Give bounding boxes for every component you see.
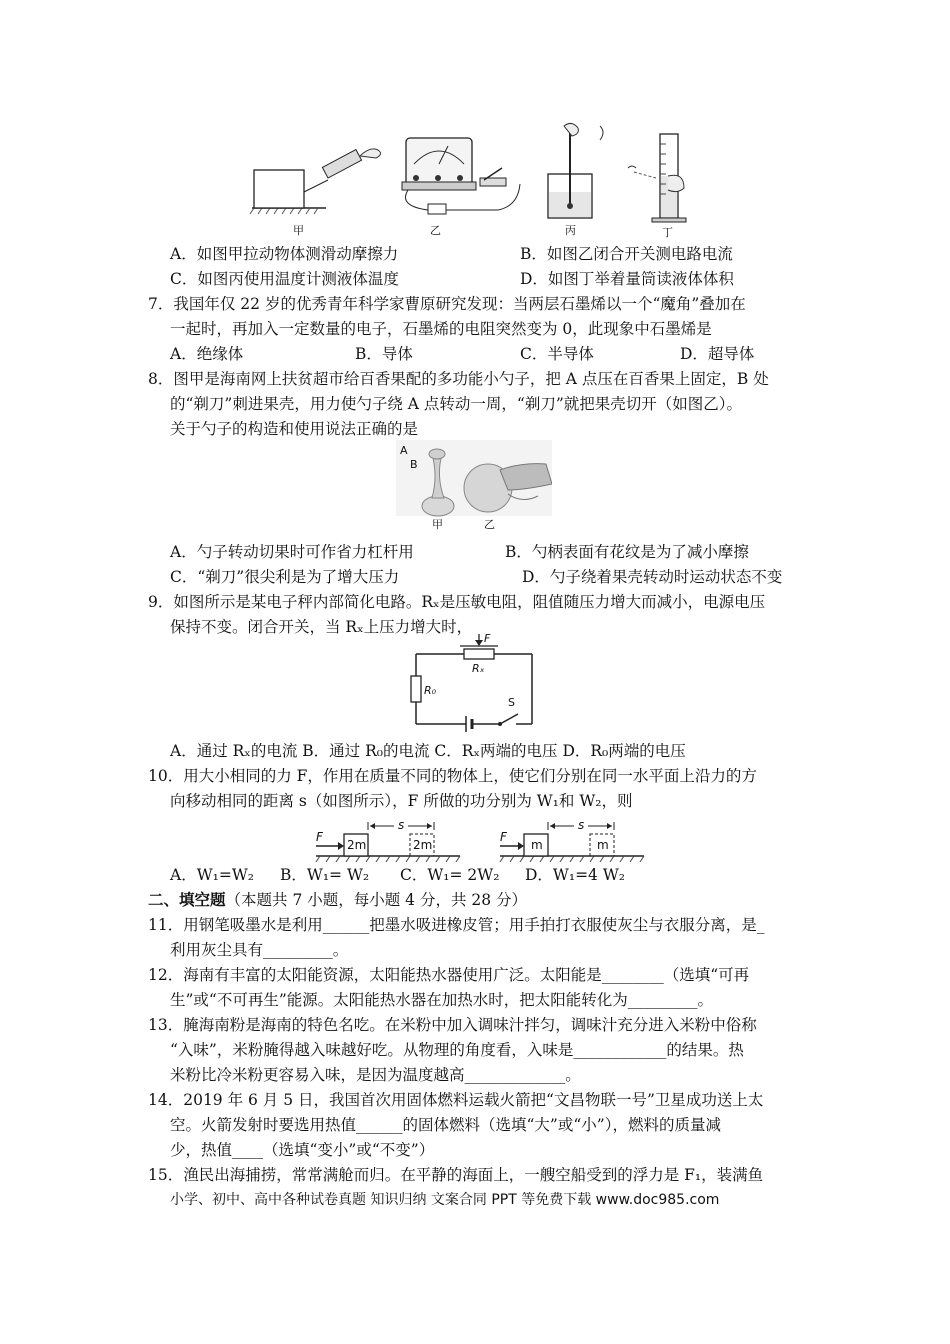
q10-left-mass-moved-label: 2m	[413, 838, 433, 852]
q12-line2: 生”或“不可再生”能源。太阳能热水器在加热水时，把太阳能转化为_________。	[170, 991, 714, 1009]
q15-line1: 15．渔民出海捕捞，常常满舱而归。在平静的海面上，一艘空船受到的浮力是 F₁，装满鱼	[148, 1166, 764, 1184]
q10-right-mass-label: m	[531, 838, 543, 852]
fig-label-ding: 丁	[662, 226, 673, 239]
q8-fig-label-a: A	[400, 444, 408, 457]
q10-option-a: A．W₁=W₂	[170, 866, 254, 884]
q8-figure-drawing	[396, 440, 552, 530]
q6-option-a: A．如图甲拉动物体测滑动摩擦力	[170, 245, 399, 263]
q10-option-d: D．W₁=4 W₂	[525, 866, 625, 884]
q9-label-switch: S	[508, 696, 515, 709]
q8-stem-line2: 的“剃刀”刺进果壳，用力使勺子绕 A 点转动一周，“剃刀”就把果壳切开（如图乙）。	[170, 395, 742, 413]
q8-option-d: D．勺子绕着果壳转动时运动状态不变	[522, 568, 783, 586]
q12-line1: 12．海南有丰富的太阳能资源，太阳能热水器使用广泛。太阳能是________（选填“可再	[148, 966, 750, 984]
q11-line2: 利用灰尘具有_________。	[170, 941, 349, 959]
q9-label-rx: Rₓ	[472, 662, 485, 675]
q13-line2: “入味”，米粉腌得越入味越好吃。从物理的角度看，入味是____________的结果。热	[170, 1041, 744, 1059]
q7-stem-line2: 一起时，再加入一定数量的电子，石墨烯的电阻突然变为 0，此现象中石墨烯是	[170, 320, 712, 338]
q10-stem-line1: 10．用大小相同的力 F，作用在质量不同的物体上，使它们分别在同一水平面上沿力的方	[148, 767, 757, 785]
q8-figure	[396, 440, 552, 530]
q9-circuit-figure	[404, 634, 544, 734]
q10-stem-line2: 向移动相同的距离 s（如图所示），F 所做的功分别为 W₁和 W₂，则	[170, 792, 633, 810]
q14-line3: 少，热值____（选填“变小”或“不变”）	[170, 1141, 435, 1159]
fig-label-bing: 丙	[565, 224, 576, 237]
q7-option-b: B．导体	[355, 345, 413, 363]
q10-option-b: B．W₁= W₂	[280, 866, 370, 884]
q7-option-c: C．半导体	[520, 345, 594, 363]
q10-left-force-label: F	[316, 830, 323, 844]
q11-line1: 11．用钢笔吸墨水是利用______把墨水吸进橡皮管；用手拍打衣服使灰尘与衣服分离，是_	[148, 916, 765, 934]
q6-option-b: B．如图乙闭合开关测电路电流	[520, 245, 733, 263]
q7-option-d: D．超导体	[680, 345, 755, 363]
q13-line1: 13．腌海南粉是海南的特色名吃。在米粉中加入调味汁拌匀，调味汁充分进入米粉中俗称	[148, 1016, 757, 1034]
page-footer: 小学、初中、高中各种试卷真题 知识归纳 文案合同 PPT 等免费下载 www.doc985.com	[170, 1192, 720, 1208]
section2-heading	[148, 890, 527, 910]
q14-line1: 14．2019 年 6 月 5 日，我国首次用固体燃料运载火箭把“文昌物联一号”卫星成功送上太	[148, 1091, 764, 1109]
q6-figure-drawing	[248, 120, 698, 238]
fig-label-jia: 甲	[293, 224, 304, 237]
q10-left-distance-label: s	[398, 818, 405, 832]
q8-stem-line1: 8．图甲是海南网上扶贫超市给百香果配的多功能小勺子，把 A 点压在百香果上固定，B 处	[148, 370, 769, 388]
q7-stem-line1: 7．我国年仅 22 岁的优秀青年科学家曹原研究发现：当两层石墨烯以一个“魔角”叠加在	[148, 295, 746, 313]
q8-stem-line3: 关于勺子的构造和使用说法正确的是	[170, 420, 419, 438]
q8-fig-label-yi: 乙	[484, 518, 495, 531]
q9-options: A．通过 Rₓ的电流 B．通过 R₀的电流 C．Rₓ两端的电压 D．R₀两端的电压	[170, 742, 686, 760]
q6-option-c: C．如图丙使用温度计测液体温度	[170, 270, 399, 288]
q8-option-a: A．勺子转动切果时可作省力杠杆用	[170, 543, 414, 561]
q8-fig-label-jia: 甲	[432, 518, 443, 531]
q10-figure	[310, 816, 656, 862]
q8-option-c: C．“剃刀”很尖利是为了增大压力	[170, 568, 400, 586]
q9-stem-line1: 9．如图所示是某电子秤内部简化电路。Rₓ是压敏电阻，阻值随压力增大而减小，电源电压	[148, 593, 766, 611]
q10-right-mass-moved-label: m	[597, 838, 609, 852]
q9-label-force: F	[484, 632, 491, 645]
section2-title: 二、填空题	[148, 890, 226, 909]
q9-stem-line2: 保持不变。闭合开关，当 Rₓ上压力增大时，	[170, 618, 473, 636]
q6-figure	[248, 120, 698, 238]
q10-right-force-label: F	[500, 830, 507, 844]
q7-option-a: A．绝缘体	[170, 345, 244, 363]
fig-label-yi: 乙	[430, 224, 441, 237]
q13-line3: 米粉比冷米粉更容易入味，是因为温度越高_____________。	[170, 1066, 581, 1084]
q10-right-distance-label: s	[578, 818, 585, 832]
q10-left-mass-label: 2m	[347, 838, 367, 852]
q10-option-c: C．W₁= 2W₂	[400, 866, 500, 884]
section2-note: （本题共 7 小题，每小题 4 分，共 28 分）	[225, 891, 528, 909]
q8-option-b: B．勺柄表面有花纹是为了减小摩擦	[505, 543, 749, 561]
q8-fig-label-b: B	[410, 458, 418, 471]
q9-label-r0: R₀	[424, 684, 437, 697]
q14-line2: 空。火箭发射时要选用热值______的固体燃料（选填“大”或“小”），燃料的质量减	[170, 1116, 721, 1134]
q6-option-d: D．如图丁举着量筒读液体体积	[520, 270, 734, 288]
